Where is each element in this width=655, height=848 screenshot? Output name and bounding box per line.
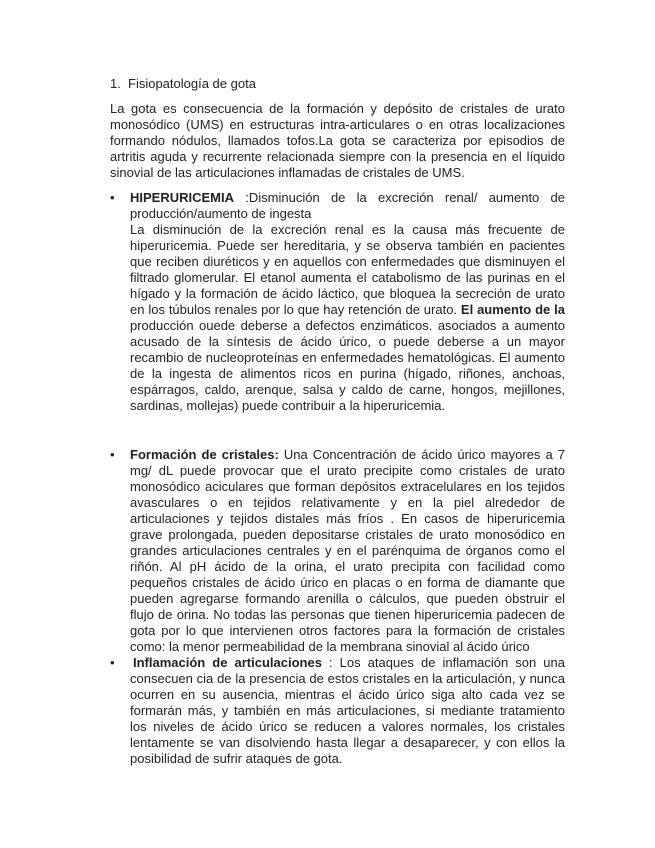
section-title: Fisiopatología de gota <box>128 76 256 91</box>
list-item-inflamacion <box>110 655 565 767</box>
bullet-icon: • <box>110 190 115 205</box>
bullet-icon: • <box>110 447 115 462</box>
document-page <box>110 76 565 767</box>
bullet-title: Inflamación de articulaciones <box>133 655 322 670</box>
bullet-title: Formación de cristales: <box>130 447 279 462</box>
section-number: 1. <box>110 76 121 91</box>
bullet-body: Una Concentración de ácido úrico mayores a 7 mg/ dL puede provocar que el urato precipite como cristales de urato monosódico aciculares que forman depósitos extracelulares en los tejidos avasculares o en tejidos relativamente y en la piel alrededor de articulaciones y tejidos distales más fríos . En casos de hiperuricemia grave prolongada, pueden depositarse cristales de urato monosódico en grandes articulaciones centrales y en el parénquima de órganos como el riñón. Al pH ácido de la orina, el urato precipita con facilidad como pequeños cristales de ácido úrico en placas o en forma de diamante que pueden agregarse formando arenilla o cálculos, que pueden obstruir el flujo de orina. No todas las personas que tienen hiperuricemia padecen de gota por lo que intervienen otros factores para la formación de cristales como: la menor permeabilidad de la membrana sinovial al ácido úrico <box>130 447 565 654</box>
bullet-list <box>110 190 565 767</box>
bullet-icon: • <box>110 655 115 670</box>
bullet-body: : Los ataques de inflamación son una consecuen cia de la presencia de estos cristales en la articulación, y nunca ocurren en su ausencia, mientras el ácido úrico siga alto cada vez se formarán más, y también en más articulaciones, si mediante tratamiento los niveles de ácido úrico se reducen a valores normales, los cristales lentamente se van disolviendo hasta llegar a desaparecer, y con ellos la posibilidad de sufrir ataques de gota. <box>130 655 565 766</box>
bullet-body: La disminución de la excreción renal es la causa más frecuente de hiperuricemia. Puede ser hereditaria, y se observa también en pacientes que reciben diuréticos y en aquellos con enfermedades que disminuyen el filtrado glomerular. El etanol aumenta el catabolismo de las purinas en el hígado y la formación de ácido láctico, que bloquea la secreción de urato en los túbulos renales por lo que hay retención de urato. <box>130 222 565 317</box>
intro-paragraph: La gota es consecuencia de la formación y depósito de cristales de urato monosódico (UMS) en estructuras intra-articulares o en otras localizaciones formando nódulos, llamados tofos.La gota se caracteriza por episodios de artritis aguda y recurrente relacionada siempre con la presencia en el líquido sinovial de las articulaciones inflamadas de cristales de UMS. <box>110 101 565 180</box>
section-heading <box>110 76 565 92</box>
list-item-formacion-cristales <box>110 447 565 655</box>
bullet-body-continued: producción ouede deberse a defectos enzimáticos. asociados a aumento acusado de la síntesis de ácido úrico, o puede deberse a un mayor recambio de nucleoproteínas en enfermedades hematológicas. El aumento de la ingesta de alimentos ricos en purina (hígado, riñones, anchoas, espárragos, caldo, arenque, salsa y caldo de carne, hongos, mejillones, sardinas, mollejas) puede contribuir a la hiperuricemia. <box>130 318 565 413</box>
bullet-title: HIPERURICEMIA <box>130 190 235 205</box>
bullet-subtitle: :Disminución de la excreción renal/ aumento de producción/aumento de ingesta <box>130 190 565 221</box>
bullet-body-bold: El aumento de la <box>460 302 565 317</box>
list-item-hiperuricemia <box>110 190 565 414</box>
